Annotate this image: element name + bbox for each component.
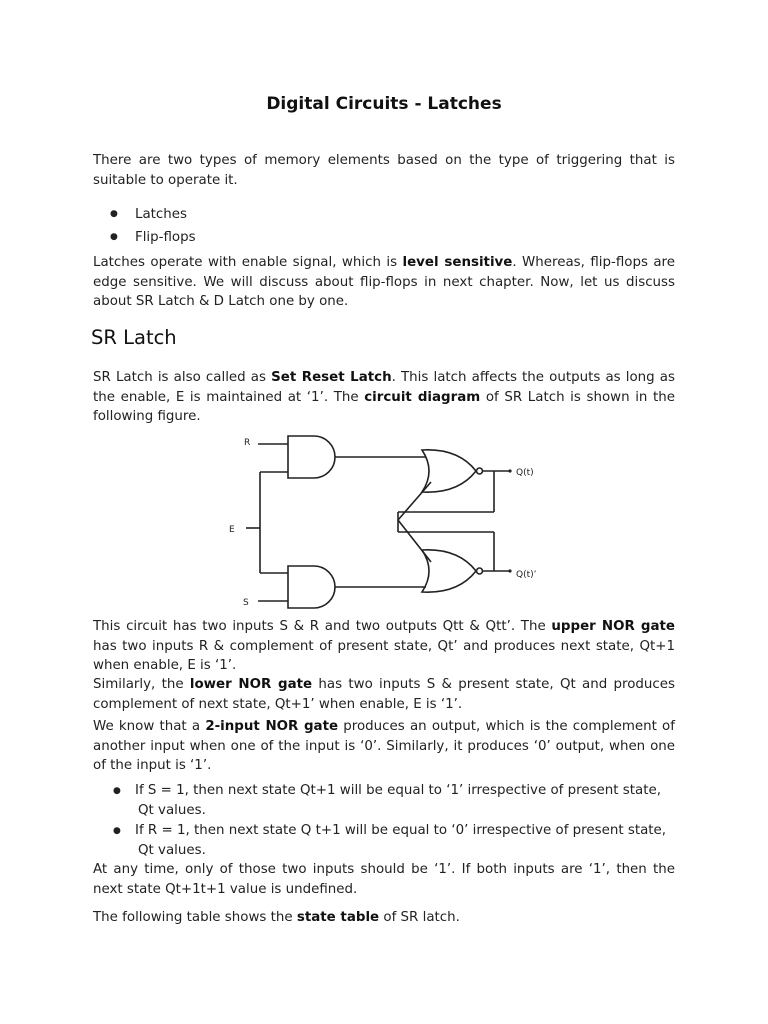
lower-nor-gate	[422, 550, 476, 592]
upper-and-gate	[288, 436, 335, 478]
list-item-label: Latches	[135, 207, 187, 222]
list-item-line: If R = 1, then next state Q t+1 will be equal to ‘0’ irrespective of present state,	[135, 823, 667, 838]
bold-term: level sensitive	[402, 255, 513, 270]
undefined-state-paragraph: At any time, only of those two inputs should be ‘1’. If both inputs are ‘1’, then the next state Qt+1t+1 value is undefined.	[93, 862, 675, 897]
list-item-line: Qt values.	[138, 843, 206, 858]
label-q-output: Q(t)	[516, 468, 534, 478]
text-span: Latches operate with enable signal, which is	[93, 255, 403, 270]
list-item-line: Qt values.	[138, 803, 206, 818]
nor-gate-paragraph	[93, 717, 675, 776]
upper-nor-gate	[422, 450, 476, 492]
intro-paragraph: There are two types of memory elements based on the type of triggering that is suitable to operate it.	[93, 153, 675, 188]
label-r: R	[244, 438, 251, 448]
text-span: SR Latch is also called as	[93, 370, 272, 385]
sr-latch-paragraph	[93, 368, 675, 427]
list-item-reset-condition	[113, 821, 675, 861]
list-item-set-condition	[113, 781, 675, 821]
latch-description-paragraph	[93, 253, 675, 312]
sr-latch-circuit-diagram	[226, 430, 556, 616]
text-span: has two inputs R & complement of present state, Qt’ and produces next state, Qt+1 when enable, E is ‘1’.	[93, 638, 675, 673]
text-span: . This latch affects the outputs as long as the enable, E is maintained at ‘1’. The	[93, 370, 675, 405]
bold-term: lower NOR gate	[189, 677, 313, 692]
bullet-icon: ●	[113, 786, 121, 796]
bold-term: state table	[296, 910, 380, 925]
bullet-icon: ●	[110, 209, 118, 219]
text-span: has two inputs S & present state, Qt and produces complement of next state, Qt+1’ when enable, E is ‘1’.	[93, 677, 675, 712]
text-span: . Whereas, flip-flops are edge sensitive. We will discuss about flip-flops in next chapter. Now, let us discuss about SR Latch & D Latch one by one.	[93, 255, 676, 309]
text-span: of SR latch.	[379, 910, 460, 925]
lower-nor-paragraph	[93, 675, 675, 714]
bold-term: circuit diagram	[364, 389, 481, 405]
state-table-intro-paragraph	[93, 908, 675, 928]
text-span: We know that a	[93, 719, 206, 734]
section-heading-sr-latch: SR Latch	[91, 326, 177, 349]
label-qbar-output: Q(t)’	[516, 570, 537, 580]
bold-term: upper NOR gate	[551, 619, 675, 634]
bullet-icon: ●	[110, 232, 118, 242]
text-span: Similarly, the	[93, 677, 190, 692]
text-span: of SR Latch is shown in the following figure.	[93, 389, 675, 424]
bold-term: 2-input NOR gate	[205, 719, 339, 734]
page-title: Digital Circuits - Latches	[266, 94, 502, 114]
list-item-label: Flip-flops	[135, 230, 196, 245]
text-span: produces an output, which is the complement of another input when one of the input is ‘0’. Similarly, it produces ‘0’ output, when one of the input is ‘1’.	[93, 719, 675, 773]
label-s: S	[243, 598, 249, 608]
label-e: E	[229, 525, 235, 535]
lower-and-gate	[288, 566, 335, 608]
text-span: The following table shows the	[93, 910, 297, 925]
bullet-icon: ●	[113, 826, 121, 836]
circuit-inputs-paragraph	[93, 617, 675, 676]
text-span: This circuit has two inputs S & R and two outputs Qtt & Qtt’. The	[93, 619, 552, 634]
bold-term: Set Reset Latch	[271, 370, 392, 385]
list-item-line: If S = 1, then next state Qt+1 will be equal to ‘1’ irrespective of present state,	[135, 783, 661, 798]
